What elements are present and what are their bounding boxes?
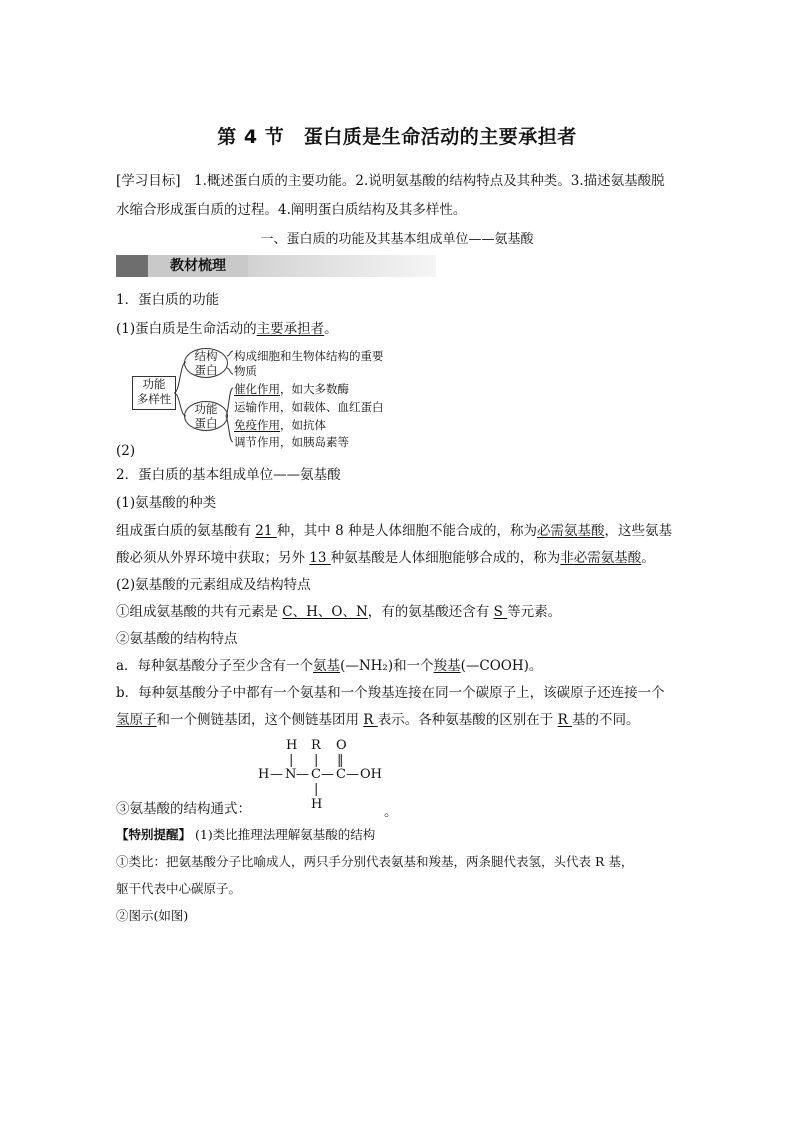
note-line-1: ①类比：把氨基酸分子比喻成人，两只手分别代表氨基和羧基，两条腿代表氢，头代表 R 基， <box>116 854 634 869</box>
diagram-item <box>234 417 326 433</box>
s2-heading: 2．蛋白质的基本组成单位——氨基酸 <box>116 467 341 483</box>
diagram-item <box>234 399 384 415</box>
formula-atom: O <box>336 738 347 753</box>
s2-para-c <box>116 603 561 621</box>
formula-bond: | <box>314 782 319 797</box>
s2-para-e: b．每种氨基酸分子中都有一个氨基和一个羧基连接在同一个碳原子上，该碳原子还连接一个 <box>116 685 665 701</box>
answer: S <box>493 604 508 620</box>
text: ③氨基酸的结构通式： <box>116 801 251 817</box>
s2-sub2: (2)氨基酸的元素组成及结构特点 <box>116 577 311 593</box>
answer: 必需氨基酸 <box>536 523 605 539</box>
formula-bond: | <box>314 753 319 768</box>
note-label: 【特别提醒】 <box>116 827 192 842</box>
text: 。 <box>641 550 655 566</box>
section-heading: 一、蛋白质的功能及其基本组成单位——氨基酸 <box>260 232 534 247</box>
diagram-item <box>234 434 349 450</box>
protein-function-diagram <box>130 348 400 448</box>
s2-para-b <box>116 549 655 567</box>
s1-p1 <box>116 320 338 338</box>
formula-bond: ‖ <box>337 753 344 768</box>
diagram-item-text: ，如抗体 <box>280 418 326 432</box>
answer: 21 <box>255 523 277 539</box>
text: 种氨基酸是人体细胞能够合成的，称为 <box>330 550 561 566</box>
answer: R <box>557 712 573 728</box>
s2-sub3: ②氨基酸的结构特点 <box>116 631 238 647</box>
text: (—COOH)。 <box>460 658 543 674</box>
s2-para-a <box>116 522 672 540</box>
s1-p1-text: (1)蛋白质是生命活动的 <box>116 321 257 337</box>
text: ①组成氨基酸的共有元素是 <box>116 604 283 620</box>
text: (—NH₂)和一个 <box>340 658 434 674</box>
answer: C、H、O、N <box>282 604 368 620</box>
text: 等元素。 <box>507 604 562 620</box>
diagram-item-text: 运输作用，如载体、血红蛋白 <box>234 400 384 414</box>
note-text: (1)类比推理法理解氨基酸的结构 <box>191 827 376 842</box>
s1-p1-answer: 主要承担者 <box>256 321 325 337</box>
text: a．每种氨基酸分子至少含有一个 <box>116 658 314 674</box>
diagram-functional-protein: 功能 蛋白 <box>184 401 228 431</box>
formula-bond: — <box>346 767 359 782</box>
diagram-item-text: 调节作用，如胰岛素等 <box>234 435 349 449</box>
diagram-item-answer: 免疫作用 <box>234 418 280 432</box>
formula-bond: — <box>270 767 283 782</box>
s2-para-d <box>116 657 542 675</box>
answer: 羧基 <box>433 658 461 674</box>
formula-bond: — <box>321 767 334 782</box>
s1-heading: 1．蛋白质的功能 <box>116 292 220 308</box>
text: 种，其中 8 种是人体细胞不能合成的，称为 <box>276 523 537 539</box>
diagram-structural-desc-2: 物质 <box>234 364 257 378</box>
formula-atom: H <box>258 767 270 782</box>
text: 基的不同。 <box>572 712 640 728</box>
text: ，有的氨基酸还含有 <box>367 604 494 620</box>
text: 组成蛋白质的氨基酸有 <box>116 523 256 539</box>
text: 和一个侧链基团，这个侧链基团用 <box>156 712 364 728</box>
diagram-item <box>234 381 349 397</box>
answer: 氨基 <box>313 658 341 674</box>
learning-objectives-line-2: 水缩合形成蛋白质的过程。4.阐明蛋白质结构及其多样性。 <box>116 202 467 218</box>
note-line-2: 躯干代表中心碳原子。 <box>116 881 242 896</box>
text: 表示。各种氨基酸的区别在于 <box>377 712 558 728</box>
answer: 非必需氨基酸 <box>560 550 642 566</box>
text: 酸必须从外界环境中获取；另外 <box>116 550 310 566</box>
s2-para-f <box>116 711 640 729</box>
formula-atom: R <box>311 738 321 753</box>
diagram-root: 功能 多样性 <box>132 376 176 410</box>
page-title: 第 4 节 蛋白质是生命活动的主要承担者 <box>217 126 577 148</box>
section-banner <box>116 255 436 277</box>
diagram-item-answer: 催化作用 <box>234 382 280 396</box>
text: ，这些氨基 <box>604 523 672 539</box>
formula-atom: H <box>286 738 298 753</box>
note-heading <box>116 826 375 844</box>
formula-atom: C <box>336 767 346 782</box>
diagram-structural-protein: 结构 蛋白 <box>184 348 228 378</box>
s1-p1-end: 。 <box>324 321 338 337</box>
answer: 氢原子 <box>116 712 157 728</box>
answer: 13 <box>309 550 331 566</box>
learning-objectives-line-1: [学习目标] 1.概述蛋白质的主要功能。2.说明氨基酸的结构特点及其种类。3.描述氨基酸脱 <box>116 173 665 189</box>
formula-atom: N <box>285 767 297 782</box>
banner-label: 教材梳理 <box>148 255 248 277</box>
formula-bond: — <box>296 767 309 782</box>
s1-p2: (2) <box>116 443 136 459</box>
formula-atom: C <box>311 767 321 782</box>
formula-atom: H <box>311 797 323 812</box>
s2-sub1: (1)氨基酸的种类 <box>116 495 217 511</box>
note-line-3: ②图示(如图) <box>116 908 189 923</box>
diagram-item-text: ，如大多数酶 <box>280 382 349 396</box>
formula-bond: | <box>289 753 294 768</box>
s2-para-g <box>116 800 251 818</box>
formula-end: 。 <box>384 804 398 820</box>
diagram-structural-desc-1: 构成细胞和生物体结构的重要 <box>234 349 384 363</box>
answer: R <box>363 712 378 728</box>
formula-atom: OH <box>360 767 382 782</box>
